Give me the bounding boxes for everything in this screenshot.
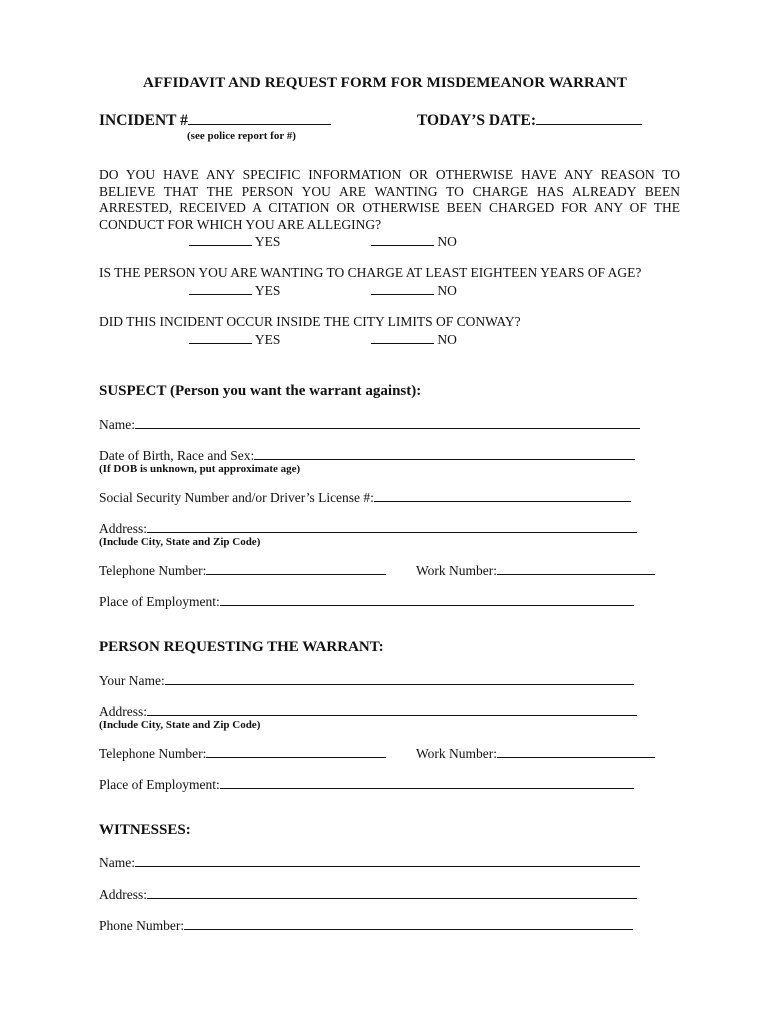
suspect-name-field bbox=[99, 416, 640, 433]
witness-phone-input-line[interactable] bbox=[184, 917, 633, 930]
todays-date-label: TODAY’S DATE: bbox=[417, 112, 537, 129]
question-1-yes-line[interactable] bbox=[189, 233, 252, 246]
question-3-yes bbox=[189, 331, 280, 348]
requester-phone-input-line[interactable] bbox=[206, 745, 386, 758]
requester-work-label: Work Number: bbox=[416, 746, 498, 761]
suspect-phone-label: Telephone Number: bbox=[99, 563, 207, 578]
requester-employment-input-line[interactable] bbox=[220, 776, 634, 789]
incident-field bbox=[99, 111, 331, 130]
suspect-dob-input-line[interactable] bbox=[254, 447, 635, 460]
question-1-yes-label: YES bbox=[254, 234, 281, 249]
question-2-no bbox=[371, 282, 457, 299]
question-3-yes-label: YES bbox=[254, 332, 281, 347]
witness-address-label: Address: bbox=[99, 887, 147, 902]
suspect-name-label: Name: bbox=[99, 417, 135, 432]
witness-name-label: Name: bbox=[99, 855, 135, 870]
question-3-no-label: NO bbox=[437, 332, 457, 347]
question-1-yes bbox=[189, 233, 280, 250]
witness-phone-label: Phone Number: bbox=[99, 918, 185, 933]
suspect-dob-field bbox=[99, 447, 635, 464]
suspect-heading: SUSPECT (Person you want the warrant against): bbox=[99, 383, 422, 399]
requester-phone-label: Telephone Number: bbox=[99, 746, 207, 761]
requester-employment-label: Place of Employment: bbox=[99, 777, 220, 792]
witness-name-input-line[interactable] bbox=[135, 854, 640, 867]
suspect-ssn-label: Social Security Number and/or Driver’s License #: bbox=[99, 490, 374, 505]
suspect-dob-note: (If DOB is unknown, put approximate age) bbox=[99, 463, 301, 475]
suspect-address-note: (Include City, State and Zip Code) bbox=[99, 536, 261, 548]
requester-address-field bbox=[99, 703, 637, 720]
question-2-no-label: NO bbox=[437, 283, 457, 298]
suspect-work-input-line[interactable] bbox=[497, 562, 655, 575]
question-2-yes-line[interactable] bbox=[189, 282, 252, 295]
question-2-yes bbox=[189, 282, 280, 299]
witness-address-input-line[interactable] bbox=[147, 886, 637, 899]
question-3-no bbox=[371, 331, 457, 348]
suspect-work-label: Work Number: bbox=[416, 563, 498, 578]
suspect-address-field bbox=[99, 520, 637, 537]
requester-phone-field bbox=[99, 745, 386, 762]
suspect-ssn-field bbox=[99, 489, 631, 506]
question-2-yes-label: YES bbox=[254, 283, 281, 298]
todays-date-input-line[interactable] bbox=[536, 111, 642, 125]
requester-address-label: Address: bbox=[99, 704, 147, 719]
question-2-no-line[interactable] bbox=[371, 282, 434, 295]
question-3-no-line[interactable] bbox=[371, 331, 434, 344]
question-1-no bbox=[371, 233, 457, 250]
witnesses-heading: WITNESSES: bbox=[99, 822, 191, 838]
incident-note: (see police report for #) bbox=[187, 130, 296, 142]
suspect-phone-input-line[interactable] bbox=[206, 562, 386, 575]
requester-employment-field bbox=[99, 776, 634, 793]
question-1-no-line[interactable] bbox=[371, 233, 434, 246]
suspect-address-label: Address: bbox=[99, 521, 147, 536]
question-1-text: DO YOU HAVE ANY SPECIFIC INFORMATION OR OTHERWISE HAVE ANY REASON TO BELIEVE THAT THE PERSON YOU ARE WANTING TO CHARGE HAS ALREADY BEEN ARRESTED, RECEIVED A CITATION OR OTHERWISE BEEN CHARGED FOR ANY OF THE CONDUCT FOR WHICH YOU ARE ALLEGING? bbox=[99, 167, 680, 232]
incident-label: INCIDENT # bbox=[99, 112, 188, 129]
requester-address-input-line[interactable] bbox=[147, 703, 637, 716]
requester-name-label: Your Name: bbox=[99, 673, 165, 688]
incident-input-line[interactable] bbox=[188, 111, 331, 125]
requester-heading: PERSON REQUESTING THE WARRANT: bbox=[99, 639, 384, 655]
suspect-name-input-line[interactable] bbox=[135, 416, 640, 429]
witness-address-field bbox=[99, 886, 637, 903]
requester-work-field bbox=[416, 745, 655, 762]
requester-work-input-line[interactable] bbox=[497, 745, 655, 758]
suspect-dob-label: Date of Birth, Race and Sex: bbox=[99, 448, 255, 463]
todays-date-field bbox=[417, 111, 642, 130]
requester-name-input-line[interactable] bbox=[165, 672, 634, 685]
suspect-work-field bbox=[416, 562, 655, 579]
suspect-employment-field bbox=[99, 593, 634, 610]
requester-name-field bbox=[99, 672, 634, 689]
question-3-text: DID THIS INCIDENT OCCUR INSIDE THE CITY LIMITS OF CONWAY? bbox=[99, 314, 521, 329]
suspect-ssn-input-line[interactable] bbox=[374, 489, 631, 502]
suspect-employment-label: Place of Employment: bbox=[99, 594, 220, 609]
suspect-address-input-line[interactable] bbox=[147, 520, 637, 533]
form-title: AFFIDAVIT AND REQUEST FORM FOR MISDEMEANOR WARRANT bbox=[143, 75, 627, 91]
question-3-yes-line[interactable] bbox=[189, 331, 252, 344]
question-2-text: IS THE PERSON YOU ARE WANTING TO CHARGE AT LEAST EIGHTEEN YEARS OF AGE? bbox=[99, 265, 642, 280]
witness-phone-field bbox=[99, 917, 633, 934]
witness-name-field bbox=[99, 854, 640, 871]
suspect-employment-input-line[interactable] bbox=[220, 593, 634, 606]
requester-address-note: (Include City, State and Zip Code) bbox=[99, 719, 261, 731]
question-1-no-label: NO bbox=[437, 234, 457, 249]
suspect-phone-field bbox=[99, 562, 386, 579]
